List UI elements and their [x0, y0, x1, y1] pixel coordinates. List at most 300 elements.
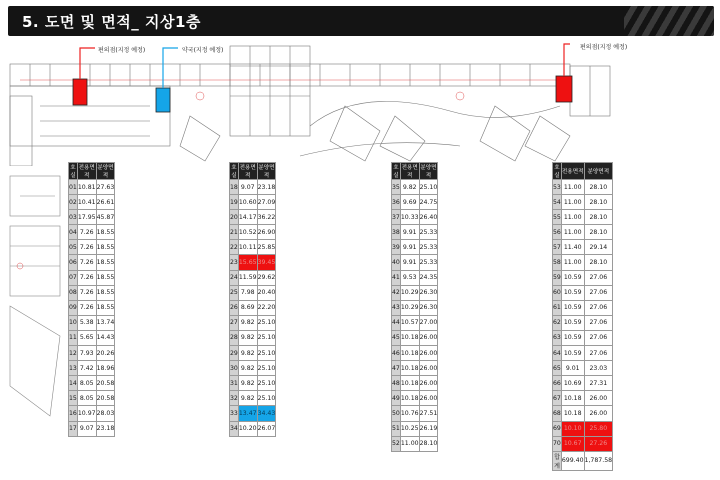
exclusive-area-cell: 10.18: [400, 376, 419, 391]
convenience-store-marker-right: [556, 76, 572, 102]
table-row: [69, 421, 115, 436]
unit-number-cell: 36: [392, 195, 401, 210]
table-row: [553, 315, 613, 330]
page-title: 5. 도면 및 면적_ 지상1층: [22, 13, 201, 31]
table-row: [230, 346, 276, 361]
table-row: [392, 330, 438, 345]
exclusive-area-cell: 9.82: [238, 315, 257, 330]
exclusive-area-cell: 9.07: [238, 180, 257, 195]
sale-area-cell: 27.06: [584, 315, 613, 330]
unit-number-cell: 49: [392, 391, 401, 406]
exclusive-area-cell: 10.59: [561, 270, 584, 285]
exclusive-area-cell: 7.42: [77, 361, 96, 376]
unit-number-cell: 52: [392, 436, 401, 451]
area-table-3: [391, 162, 438, 452]
pharmacy-marker: [156, 88, 170, 112]
column-header: 분양면적: [419, 163, 438, 180]
unit-number-cell: 66: [553, 376, 562, 391]
sale-area-cell: 25.10: [257, 391, 276, 406]
table-row: [553, 436, 613, 451]
table-row: [392, 195, 438, 210]
unit-number-cell: 43: [392, 300, 401, 315]
total-sale-area: 1,787.58: [584, 451, 613, 470]
table-row: [553, 285, 613, 300]
sale-area-cell: 26.61: [96, 195, 115, 210]
sale-area-cell: 24.75: [419, 195, 438, 210]
exclusive-area-cell: 9.53: [400, 270, 419, 285]
table-row: [230, 180, 276, 195]
table-header-row: [69, 163, 115, 180]
unit-number-cell: 10: [69, 315, 78, 330]
exclusive-area-cell: 10.59: [561, 300, 584, 315]
callout-convenience-left: 편의점(지정 예정): [98, 47, 146, 54]
table-row: [553, 346, 613, 361]
unit-number-cell: 15: [69, 391, 78, 406]
table-row: [69, 330, 115, 345]
table-row: [69, 391, 115, 406]
exclusive-area-cell: 10.18: [561, 391, 584, 406]
sale-area-cell: 36.22: [257, 210, 276, 225]
table-row: [230, 406, 276, 421]
header-stripe-decoration: [624, 6, 714, 36]
unit-number-cell: 53: [553, 180, 562, 195]
exclusive-area-cell: 11.00: [561, 180, 584, 195]
floor-plan-drawing: [0, 36, 720, 166]
exclusive-area-cell: 8.05: [77, 391, 96, 406]
exclusive-area-cell: 7.26: [77, 255, 96, 270]
exclusive-area-cell: 10.69: [561, 376, 584, 391]
section-header: [8, 6, 714, 36]
sale-area-cell: 25.33: [419, 225, 438, 240]
unit-number-cell: 40: [392, 255, 401, 270]
table-row: [553, 270, 613, 285]
sale-area-cell: 27.31: [584, 376, 613, 391]
sale-area-cell: 28.10: [584, 210, 613, 225]
table-header-row: [553, 163, 613, 180]
exclusive-area-cell: 11.00: [561, 210, 584, 225]
exclusive-area-cell: 10.25: [400, 421, 419, 436]
table-row: [392, 225, 438, 240]
table-row: [69, 255, 115, 270]
unit-number-cell: 08: [69, 285, 78, 300]
unit-number-cell: 39: [392, 240, 401, 255]
unit-number-cell: 05: [69, 240, 78, 255]
sale-area-cell: 29.62: [257, 270, 276, 285]
exclusive-area-cell: 10.81: [77, 180, 96, 195]
exclusive-area-cell: 7.26: [77, 240, 96, 255]
sale-area-cell: 29.14: [584, 240, 613, 255]
unit-number-cell: 31: [230, 376, 239, 391]
sale-area-cell: 26.00: [419, 361, 438, 376]
sale-area-cell: 27.06: [584, 270, 613, 285]
exclusive-area-cell: 13.47: [238, 406, 257, 421]
table-row: [230, 240, 276, 255]
unit-number-cell: 51: [392, 421, 401, 436]
table-row: [553, 195, 613, 210]
exclusive-area-cell: 7.26: [77, 285, 96, 300]
exclusive-area-cell: 11.00: [561, 195, 584, 210]
table-row: [392, 421, 438, 436]
exclusive-area-cell: 10.97: [77, 406, 96, 421]
area-table-1: [68, 162, 115, 437]
table-row: [69, 315, 115, 330]
table-row: [392, 255, 438, 270]
exclusive-area-cell: 11.59: [238, 270, 257, 285]
column-header: 호실: [553, 163, 562, 180]
table-row: [553, 180, 613, 195]
unit-number-cell: 65: [553, 361, 562, 376]
exclusive-area-cell: 7.26: [77, 300, 96, 315]
unit-number-cell: 03: [69, 210, 78, 225]
table-row: [553, 406, 613, 421]
unit-number-cell: 59: [553, 270, 562, 285]
sale-area-cell: 18.55: [96, 300, 115, 315]
table-row: [392, 406, 438, 421]
sale-area-cell: 20.40: [257, 285, 276, 300]
sale-area-cell: 26.00: [584, 406, 613, 421]
total-exclusive-area: 699.40: [561, 451, 584, 470]
exclusive-area-cell: 9.82: [238, 361, 257, 376]
unit-number-cell: 70: [553, 436, 562, 451]
sale-area-cell: 18.96: [96, 361, 115, 376]
exclusive-area-cell: 8.69: [238, 300, 257, 315]
table-row: [230, 225, 276, 240]
exclusive-area-cell: 10.10: [561, 421, 584, 436]
table-row: [392, 300, 438, 315]
exclusive-area-cell: 5.38: [77, 315, 96, 330]
unit-number-cell: 67: [553, 391, 562, 406]
area-table-2: [229, 162, 276, 437]
sale-area-cell: 20.58: [96, 376, 115, 391]
sale-area-cell: 25.10: [257, 361, 276, 376]
column-header: 전용면적: [400, 163, 419, 180]
sale-area-cell: 13.74: [96, 315, 115, 330]
table-row: [230, 300, 276, 315]
unit-number-cell: 38: [392, 225, 401, 240]
column-header: 호실: [230, 163, 239, 180]
unit-number-cell: 23: [230, 255, 239, 270]
sale-area-cell: 25.10: [419, 180, 438, 195]
column-header: 전용면적: [238, 163, 257, 180]
table-row: [230, 315, 276, 330]
exclusive-area-cell: 9.82: [238, 330, 257, 345]
unit-number-cell: 29: [230, 346, 239, 361]
unit-number-cell: 54: [553, 195, 562, 210]
unit-number-cell: 20: [230, 210, 239, 225]
exclusive-area-cell: 7.26: [77, 225, 96, 240]
unit-number-cell: 69: [553, 421, 562, 436]
exclusive-area-cell: 10.11: [238, 240, 257, 255]
sale-area-cell: 26.00: [419, 391, 438, 406]
exclusive-area-cell: 9.91: [400, 255, 419, 270]
exclusive-area-cell: 10.52: [238, 225, 257, 240]
sale-area-cell: 26.07: [257, 421, 276, 436]
sale-area-cell: 27.26: [584, 436, 613, 451]
table-row: [553, 210, 613, 225]
exclusive-area-cell: 11.00: [400, 436, 419, 451]
table-row: [230, 270, 276, 285]
table-header-row: [230, 163, 276, 180]
table-row: [553, 240, 613, 255]
unit-number-cell: 06: [69, 255, 78, 270]
unit-number-cell: 50: [392, 406, 401, 421]
unit-number-cell: 60: [553, 285, 562, 300]
sale-area-cell: 27.00: [419, 315, 438, 330]
sale-area-cell: 27.06: [584, 285, 613, 300]
exclusive-area-cell: 9.01: [561, 361, 584, 376]
column-header: 호실: [69, 163, 78, 180]
exclusive-area-cell: 10.60: [238, 195, 257, 210]
sale-area-cell: 28.03: [96, 406, 115, 421]
exclusive-area-cell: 15.65: [238, 255, 257, 270]
sale-area-cell: 27.09: [257, 195, 276, 210]
table-row: [69, 180, 115, 195]
table-row: [553, 361, 613, 376]
unit-number-cell: 25: [230, 285, 239, 300]
sale-area-cell: 18.55: [96, 225, 115, 240]
exclusive-area-cell: 10.67: [561, 436, 584, 451]
sale-area-cell: 34.43: [257, 406, 276, 421]
sale-area-cell: 27.63: [96, 180, 115, 195]
table-row: [230, 285, 276, 300]
exclusive-area-cell: 10.18: [400, 346, 419, 361]
unit-number-cell: 68: [553, 406, 562, 421]
sale-area-cell: 27.06: [584, 300, 613, 315]
table-row: [230, 391, 276, 406]
area-table-4: [552, 162, 613, 471]
unit-number-cell: 18: [230, 180, 239, 195]
table-row: [553, 421, 613, 436]
sale-area-cell: 39.45: [257, 255, 276, 270]
exclusive-area-cell: 10.59: [561, 330, 584, 345]
exclusive-area-cell: 10.18: [400, 361, 419, 376]
column-header: 분양면적: [257, 163, 276, 180]
table-row: [69, 376, 115, 391]
unit-number-cell: 56: [553, 225, 562, 240]
table-row: [69, 361, 115, 376]
table-row: [392, 315, 438, 330]
unit-number-cell: 28: [230, 330, 239, 345]
unit-number-cell: 62: [553, 315, 562, 330]
exclusive-area-cell: 10.57: [400, 315, 419, 330]
exclusive-area-cell: 10.59: [561, 346, 584, 361]
table-row: [392, 346, 438, 361]
total-label: 합계: [553, 451, 562, 470]
exclusive-area-cell: 9.69: [400, 195, 419, 210]
unit-number-cell: 61: [553, 300, 562, 315]
sale-area-cell: 25.10: [257, 346, 276, 361]
unit-number-cell: 30: [230, 361, 239, 376]
unit-number-cell: 13: [69, 361, 78, 376]
sale-area-cell: 25.10: [257, 330, 276, 345]
table-row: [230, 361, 276, 376]
column-header: 전용면적: [77, 163, 96, 180]
unit-number-cell: 55: [553, 210, 562, 225]
sale-area-cell: 26.00: [419, 346, 438, 361]
table-row: [230, 376, 276, 391]
exclusive-area-cell: 14.17: [238, 210, 257, 225]
table-row: [392, 285, 438, 300]
sale-area-cell: 22.20: [257, 300, 276, 315]
callout-pharmacy: 약국(지정 예정): [182, 47, 224, 54]
unit-number-cell: 14: [69, 376, 78, 391]
exclusive-area-cell: 5.65: [77, 330, 96, 345]
exclusive-area-cell: 10.18: [400, 330, 419, 345]
sale-area-cell: 25.85: [257, 240, 276, 255]
column-header: 분양면적: [96, 163, 115, 180]
exclusive-area-cell: 9.82: [238, 391, 257, 406]
sale-area-cell: 27.06: [584, 346, 613, 361]
unit-number-cell: 37: [392, 210, 401, 225]
sale-area-cell: 26.19: [419, 421, 438, 436]
sale-area-cell: 26.30: [419, 285, 438, 300]
exclusive-area-cell: 8.05: [77, 376, 96, 391]
exclusive-area-cell: 9.07: [77, 421, 96, 436]
column-header: 분양면적: [584, 163, 613, 180]
exclusive-area-cell: 10.33: [400, 210, 419, 225]
sale-area-cell: 45.87: [96, 210, 115, 225]
unit-number-cell: 57: [553, 240, 562, 255]
unit-number-cell: 46: [392, 346, 401, 361]
unit-number-cell: 63: [553, 330, 562, 345]
sale-area-cell: 18.55: [96, 270, 115, 285]
unit-number-cell: 24: [230, 270, 239, 285]
exclusive-area-cell: 17.95: [77, 210, 96, 225]
exclusive-area-cell: 10.41: [77, 195, 96, 210]
sale-area-cell: 20.58: [96, 391, 115, 406]
exclusive-area-cell: 11.00: [561, 255, 584, 270]
sale-area-cell: 25.10: [257, 315, 276, 330]
sale-area-cell: 26.30: [419, 300, 438, 315]
table-row: [392, 240, 438, 255]
sale-area-cell: 20.26: [96, 346, 115, 361]
table-row: [69, 270, 115, 285]
table-row: [69, 300, 115, 315]
table-row: [69, 240, 115, 255]
unit-number-cell: 34: [230, 421, 239, 436]
floor-plan-left-portion: [0, 166, 64, 466]
callout-convenience-right: 편의점(지정 예정): [580, 44, 628, 51]
sale-area-cell: 23.03: [584, 361, 613, 376]
exclusive-area-cell: 9.82: [238, 346, 257, 361]
exclusive-area-cell: 10.76: [400, 406, 419, 421]
sale-area-cell: 26.00: [584, 391, 613, 406]
convenience-store-marker-left: [73, 79, 87, 105]
exclusive-area-cell: 7.98: [238, 285, 257, 300]
column-header: 호실: [392, 163, 401, 180]
unit-number-cell: 35: [392, 180, 401, 195]
table-header-row: [392, 163, 438, 180]
exclusive-area-cell: 9.82: [400, 180, 419, 195]
exclusive-area-cell: 11.40: [561, 240, 584, 255]
exclusive-area-cell: 7.93: [77, 346, 96, 361]
sale-area-cell: 25.33: [419, 255, 438, 270]
sale-area-cell: 27.51: [419, 406, 438, 421]
sale-area-cell: 28.10: [419, 436, 438, 451]
table-row: [553, 391, 613, 406]
unit-number-cell: 41: [392, 270, 401, 285]
table-row: [553, 376, 613, 391]
unit-number-cell: 27: [230, 315, 239, 330]
unit-number-cell: 07: [69, 270, 78, 285]
unit-number-cell: 11: [69, 330, 78, 345]
exclusive-area-cell: 11.00: [561, 225, 584, 240]
unit-number-cell: 16: [69, 406, 78, 421]
sale-area-cell: 23.18: [96, 421, 115, 436]
unit-number-cell: 09: [69, 300, 78, 315]
sale-area-cell: 26.00: [419, 376, 438, 391]
exclusive-area-cell: 10.18: [561, 406, 584, 421]
exclusive-area-cell: 10.59: [561, 315, 584, 330]
unit-number-cell: 04: [69, 225, 78, 240]
unit-number-cell: 48: [392, 376, 401, 391]
table-row: [553, 225, 613, 240]
sale-area-cell: 25.33: [419, 240, 438, 255]
exclusive-area-cell: 10.29: [400, 285, 419, 300]
table-row: [392, 361, 438, 376]
sale-area-cell: 28.10: [584, 195, 613, 210]
table-row: [69, 406, 115, 421]
exclusive-area-cell: 10.20: [238, 421, 257, 436]
exclusive-area-cell: 10.59: [561, 285, 584, 300]
sale-area-cell: 24.35: [419, 270, 438, 285]
table-row: [230, 421, 276, 436]
unit-number-cell: 32: [230, 391, 239, 406]
unit-number-cell: 22: [230, 240, 239, 255]
unit-number-cell: 01: [69, 180, 78, 195]
table-row: [69, 225, 115, 240]
sale-area-cell: 28.10: [584, 255, 613, 270]
column-header: 전용면적: [561, 163, 584, 180]
unit-number-cell: 45: [392, 330, 401, 345]
sale-area-cell: 26.00: [419, 330, 438, 345]
exclusive-area-cell: 10.18: [400, 391, 419, 406]
exclusive-area-cell: 9.91: [400, 225, 419, 240]
table-row: [230, 255, 276, 270]
unit-number-cell: 26: [230, 300, 239, 315]
sale-area-cell: 18.55: [96, 255, 115, 270]
table-row: [553, 255, 613, 270]
unit-number-cell: 12: [69, 346, 78, 361]
table-row: [69, 285, 115, 300]
total-row: [553, 451, 613, 470]
unit-number-cell: 44: [392, 315, 401, 330]
table-row: [553, 330, 613, 345]
unit-number-cell: 64: [553, 346, 562, 361]
sale-area-cell: 28.10: [584, 180, 613, 195]
unit-number-cell: 33: [230, 406, 239, 421]
unit-number-cell: 47: [392, 361, 401, 376]
sale-area-cell: 18.55: [96, 240, 115, 255]
sale-area-cell: 27.06: [584, 330, 613, 345]
exclusive-area-cell: 10.29: [400, 300, 419, 315]
table-row: [392, 391, 438, 406]
exclusive-area-cell: 9.82: [238, 376, 257, 391]
sale-area-cell: 14.43: [96, 330, 115, 345]
table-row: [69, 210, 115, 225]
sale-area-cell: 26.40: [419, 210, 438, 225]
sale-area-cell: 18.55: [96, 285, 115, 300]
table-row: [392, 436, 438, 451]
sale-area-cell: 25.80: [584, 421, 613, 436]
table-row: [230, 330, 276, 345]
unit-number-cell: 21: [230, 225, 239, 240]
table-row: [553, 300, 613, 315]
table-row: [392, 376, 438, 391]
table-row: [69, 195, 115, 210]
unit-number-cell: 42: [392, 285, 401, 300]
table-row: [69, 346, 115, 361]
